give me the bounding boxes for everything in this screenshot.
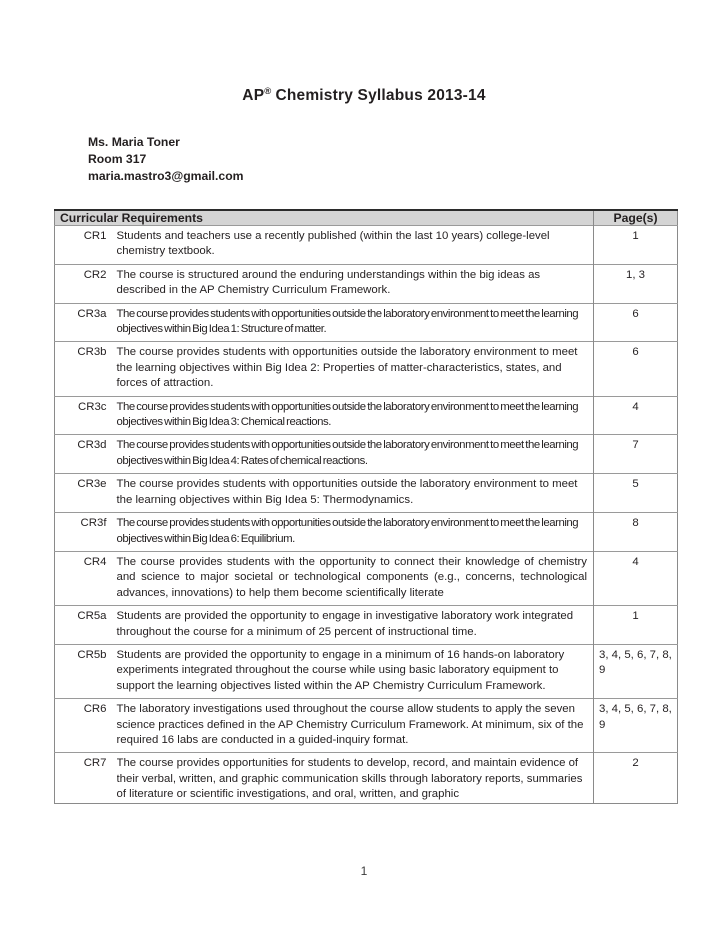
requirement-description: The course provides students with opportunities outside the laboratory environment to meet the learning objectives within Big Idea 5: Thermodynamics. — [111, 474, 594, 513]
requirement-code: CR5b — [55, 644, 111, 698]
table-row — [55, 264, 678, 303]
table-row — [55, 753, 678, 803]
table-row — [55, 513, 678, 552]
teacher-room: Room 317 — [88, 152, 147, 166]
table-row — [55, 303, 678, 342]
requirement-description: Students are provided the opportunity to engage in investigative laboratory work integrated throughout the course for a minimum of 25 percent of instructional time. — [111, 606, 594, 645]
table-row — [55, 551, 678, 605]
table-body — [55, 226, 678, 804]
column-header-requirements: Curricular Requirements — [55, 210, 594, 226]
requirement-code: CR2 — [55, 264, 111, 303]
requirement-code: CR3a — [55, 303, 111, 342]
requirement-code: CR3e — [55, 474, 111, 513]
requirement-description: The course provides students with opportunities outside the laboratory environment to meet the learning objectives within Big Idea 4: Rates of chemical reactions. — [111, 435, 594, 474]
table-row — [55, 396, 678, 435]
requirement-pages: 3, 4, 5, 6, 7, 8, 9 — [594, 644, 678, 698]
table-row — [55, 226, 678, 265]
teacher-name: Ms. Maria Toner — [88, 135, 180, 149]
table-row — [55, 474, 678, 513]
requirement-pages: 2 — [594, 753, 678, 803]
requirement-pages: 5 — [594, 474, 678, 513]
requirement-code: CR6 — [55, 699, 111, 753]
table-row — [55, 644, 678, 698]
requirement-description-text: The course provides opportunities for students to develop, record, and maintain evidence of their verbal, written, and graphic communication skills through laboratory reports, summaries of literature or scientific investigations, and oral, written, and graphic — [116, 757, 583, 801]
requirement-code: CR3f — [55, 513, 111, 552]
curricular-requirements-table — [54, 209, 678, 804]
requirement-description: The course provides students with opportunities outside the laboratory environment to meet the learning objectives within Big Idea 2: Properties of matter-characteristics, states, and forces of attraction. — [111, 342, 594, 396]
requirement-description: The course provides students with opportunities outside the laboratory environment to meet the learning objectives within Big Idea 6: Equilibrium. — [111, 513, 594, 552]
requirement-pages: 8 — [594, 513, 678, 552]
requirement-description: The course is structured around the enduring understandings within the big ideas as described in the AP Chemistry Curriculum Framework. — [111, 264, 594, 303]
requirement-description: The laboratory investigations used throughout the course allow students to apply the seven science practices defined in the AP Chemistry Curriculum Framework. At minimum, six of the required 16 labs are conducted in a guided-inquiry format. — [111, 699, 594, 753]
requirement-code: CR3c — [55, 396, 111, 435]
table-row — [55, 699, 678, 753]
footer-page-number: 1 — [360, 864, 368, 878]
requirement-code: CR3d — [55, 435, 111, 474]
requirement-code: CR1 — [55, 226, 111, 265]
page-title-prefix: AP — [242, 87, 265, 105]
teacher-email: maria.mastro3@gmail.com — [88, 169, 244, 183]
requirement-pages: 3, 4, 5, 6, 7, 8, 9 — [594, 699, 678, 753]
requirement-code: CR3b — [55, 342, 111, 396]
requirement-description: The course provides students with opportunities outside the laboratory environment to meet the learning objectives within Big Idea 3: Chemical reactions. — [111, 396, 594, 435]
table-row — [55, 342, 678, 396]
page-title-rest: Chemistry Syllabus 2013-14 — [275, 87, 486, 105]
requirement-code: CR5a — [55, 606, 111, 645]
requirement-pages: 6 — [594, 342, 678, 396]
table-row — [55, 435, 678, 474]
requirement-pages: 1, 3 — [594, 264, 678, 303]
registered-trademark-symbol: ® — [264, 86, 272, 97]
requirement-description — [111, 753, 594, 803]
requirement-pages: 6 — [594, 303, 678, 342]
page-title — [0, 86, 728, 105]
requirement-description: Students and teachers use a recently published (within the last 10 years) college-level chemistry textbook. — [111, 226, 594, 265]
requirement-description: The course provides students with opportunities outside the laboratory environment to meet the learning objectives within Big Idea 1: Structure of matter. — [111, 303, 594, 342]
requirement-code: CR4 — [55, 551, 111, 605]
requirement-description: Students are provided the opportunity to engage in a minimum of 16 hands-on laboratory experiments integrated throughout the course while using basic laboratory equipment to support the learning objectives listed within the AP Chemistry Curriculum Framework. — [111, 644, 594, 698]
teacher-contact-block — [88, 134, 244, 185]
requirement-code: CR7 — [55, 753, 111, 803]
requirement-pages: 1 — [594, 606, 678, 645]
requirement-pages: 1 — [594, 226, 678, 265]
column-header-pages: Page(s) — [594, 210, 678, 226]
requirement-pages: 7 — [594, 435, 678, 474]
table-header-row — [55, 210, 678, 226]
table-row — [55, 606, 678, 645]
requirement-description: The course provides students with the opportunity to connect their knowledge of chemistry and science to major societal or technological components (e.g., concerns, technological advances, innovations) to help them become scientifically literate — [111, 551, 594, 605]
requirement-pages: 4 — [594, 551, 678, 605]
requirement-pages: 4 — [594, 396, 678, 435]
